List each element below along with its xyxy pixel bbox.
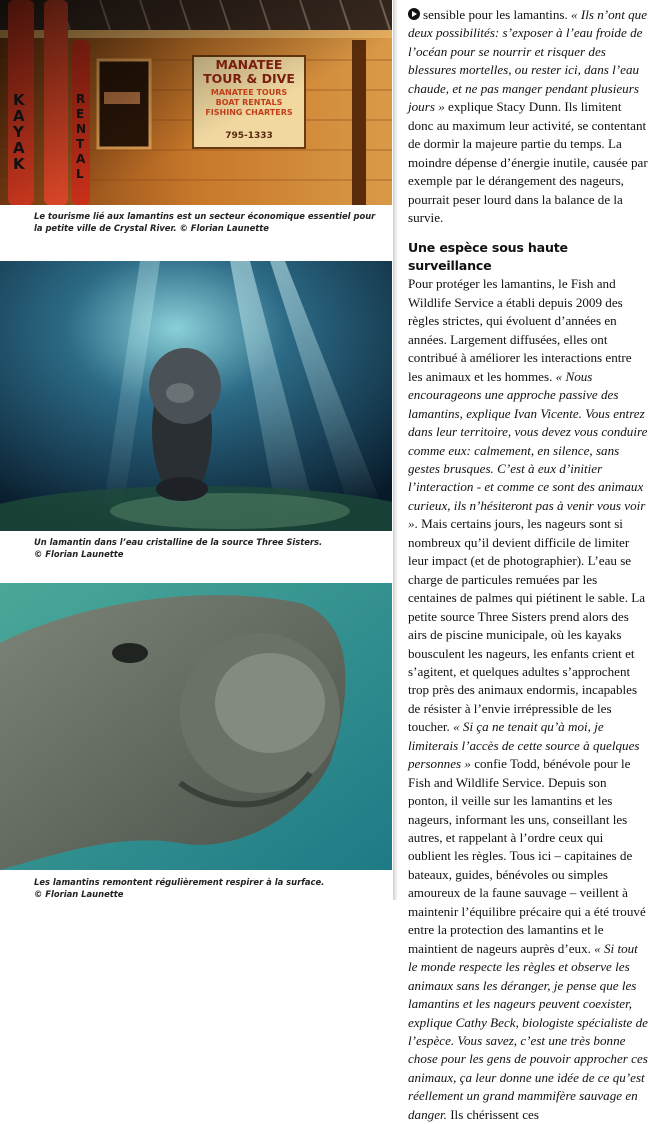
p2-quote-2: « Si ça ne tenait qu’à moi, je limiterais l’accès de cette source à quelques personnes » [408, 719, 640, 772]
photo3-caption [34, 876, 384, 900]
photo3-caption-text: Les lamantins remontent régulièrement respirer à la surface. [34, 877, 325, 887]
sign-line-6: 795-1333 [225, 131, 273, 141]
photo3-credit: © Florian Launette [34, 889, 124, 899]
photo2-caption-text: Un lamantin dans l’eau cristalline de la source Three Sisters. [34, 537, 323, 547]
manatee-closeup-photo [0, 583, 392, 870]
sign-line-5: FISHING CHARTERS [205, 108, 293, 117]
manatee-closeup-illustration [0, 583, 392, 870]
p1-text-b: explique Stacy Dunn. Ils limitent donc au maximum leur activité, se contentant de dormir la majeure partie du temps. La moindre dépense d’énergie inutile, causée par exemple par le dérangement des nageurs, pourrait peser lourd dans la balance de la survie. [408, 99, 648, 225]
p2-text-b: . Mais certains jours, les nageurs sont si nombreux qu’il devient difficile de limiter leur impact (et de photographier). L’eau se charge de particules remuées par les centaines de palmes qui piétinent le sable. La petite source Three Sisters prend alors des airs de piscine municipale, où les kayaks bousculent les nageurs, les enfants crient et s’agitent, et quelques adultes s’approchent trop près des animaux endormis, incapables de résister à l’envie irrépressible de les toucher. [408, 516, 646, 735]
storefront-photo [0, 0, 392, 205]
rental-board-text: RENTAL [76, 92, 87, 181]
section-heading: Une espèce sous haute surveillance [408, 240, 568, 274]
photo2-caption [34, 536, 384, 560]
article-paragraph-2 [408, 275, 648, 1124]
p2-quote-1: « Nous encourageons une approche passive des lamantins, explique Ivan Vicente. Vous entrez dans leur territoire, vous devez vous conduire comme eux: calmement, en silence, sans gestes brusques. C’est à eux d’initier l’interaction - et comme ce sont des animaux curieux, ils n’hésiteront pas à venir vous voir » [408, 368, 648, 532]
page-gutter [393, 0, 405, 900]
shop-sign [193, 58, 305, 142]
manatee-underwater-illustration [0, 261, 392, 531]
photo1-caption: Le tourisme lié aux lamantins est un secteur économique essentiel pour la petite ville de Crystal River. © Florian Launette [34, 211, 376, 233]
p1-text-a: sensible pour les lamantins. [423, 7, 572, 22]
sign-line-3: MANATEE TOURS [210, 88, 288, 97]
article-column [408, 6, 648, 1124]
p2-text-a: Pour protéger les lamantins, le Fish and Wildlife Service a établi depuis 2009 des règles strictes, qui évoluent d’années en années. Largement diffusées, elles ont contribué à améliorer les interactions entre les animaux et les hommes. [408, 276, 632, 384]
kayak-board-text: KAYAK [13, 91, 25, 173]
manatee-underwater-photo [0, 261, 392, 531]
p1-quote: « Ils n’ont que deux possibilités: s’exposer à l’eau froide de l’océan pour se nourrir et risquer des blessures mortelles, ou rester ici, dans l’eau chaude, et ne pas manger pendant plusieurs jours » [408, 7, 648, 115]
p2-text-d: Ils chérissent ces [446, 1106, 539, 1122]
sign-line-2: TOUR & DIVE [203, 71, 295, 86]
article-paragraph-1 [408, 6, 648, 227]
p2-quote-3: « Si tout le monde respecte les règles et observe les animaux sans les déranger, je pense que les lamantins et les nageurs peuvent coexister, explique Cathy Beck, biologiste spécialiste de l’espèce. Vous savez, c’est une très bonne chose pour les gens de pouvoir approcher ces animaux, ça leur donne une idée de ce qu’est réellement un grand mammifère sauvage en danger. [408, 940, 648, 1122]
continuation-arrow-icon [408, 8, 420, 20]
sign-line-4: BOAT RENTALS [215, 98, 283, 107]
left-column [0, 0, 392, 900]
p2-text-c: confie Todd, bénévole pour le Fish and Wildlife Service. Depuis son ponton, il veille sur les lamantins et les nageurs, informant les uns, conseillant les autres, et rappelant à l’ordre ceux qui oublient les règles. Tous ici – capitaines de bateaux, guides, bénévoles ou simples amoureux de la faune sauvage – veillent à maintenir l’équilibre précaire qui a été trouvé entre la protection des lamantins et le maintient de nageurs auprès d’eux. [408, 756, 646, 956]
sign-line-1: MANATEE [215, 57, 283, 72]
photo2-credit: © Florian Launette [34, 549, 124, 559]
